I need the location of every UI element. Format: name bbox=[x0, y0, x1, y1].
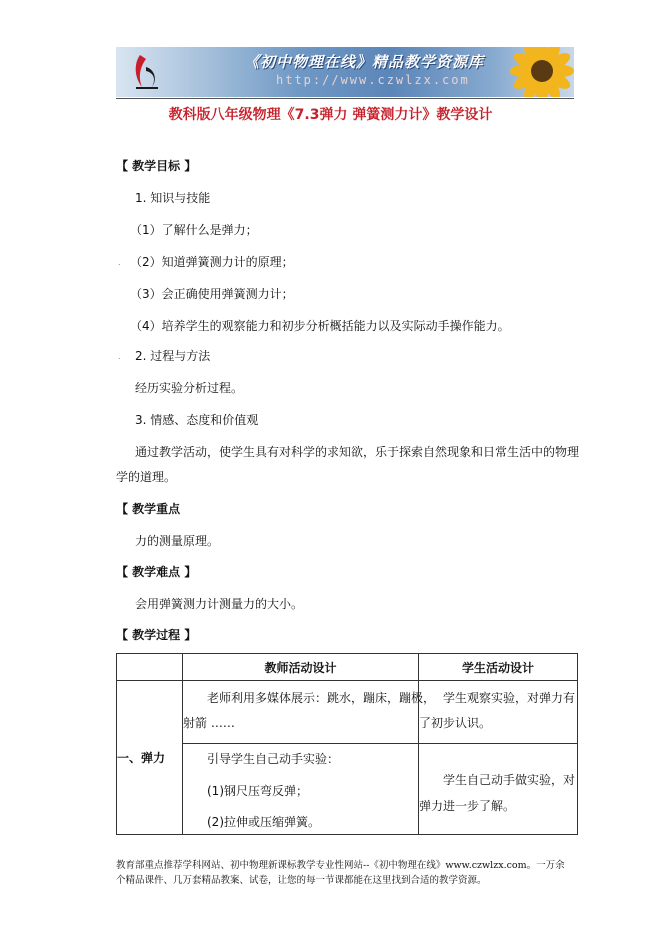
row-label-cell bbox=[117, 681, 183, 835]
student-cell bbox=[419, 744, 578, 835]
teacher-cell bbox=[183, 744, 419, 835]
sunflower-icon bbox=[508, 47, 574, 97]
student-text: 学生观察实验，对弹力有 bbox=[443, 691, 576, 705]
objective-2-1: 经历实验分析过程。 bbox=[135, 381, 244, 395]
teacher-text: (2)拉伸或压缩弹簧。 bbox=[207, 815, 320, 829]
margin-dot: . bbox=[118, 352, 121, 361]
student-text: 了初步认识。 bbox=[419, 716, 492, 730]
objective-1-4: （4）培养学生的观察能力和初步分析概括能力以及实际动手操作能力。 bbox=[130, 319, 510, 333]
site-banner bbox=[116, 47, 574, 97]
process-table bbox=[116, 653, 578, 835]
row-label: 一、弹力 bbox=[117, 750, 166, 765]
objective-attitude: 3. 情感、态度和价值观 bbox=[135, 413, 259, 427]
objective-1-1: （1）了解什么是弹力； bbox=[130, 223, 258, 237]
margin-dot: . bbox=[118, 258, 121, 267]
table-row bbox=[117, 681, 578, 744]
objective-1-2: （2）知道弹簧测力计的原理； bbox=[130, 255, 294, 269]
site-logo-icon bbox=[132, 53, 162, 91]
objective-3-1b: 学的道理。 bbox=[116, 470, 177, 484]
key-point-text: 力的测量原理。 bbox=[135, 534, 220, 548]
banner-divider bbox=[116, 98, 574, 99]
page-footer bbox=[116, 858, 576, 888]
table-header-row bbox=[117, 654, 578, 681]
footer-line: 个精品课件、几万套精品教案、试卷，让您的每一节课都能在这里找到合适的教学资源。 bbox=[116, 875, 487, 886]
objective-3-1a: 通过教学活动，使学生具有对科学的求知欲，乐于探索自然现象和日常生活中的物理 bbox=[135, 445, 580, 459]
objective-1-3: （3）会正确使用弹簧测力计； bbox=[130, 287, 294, 301]
key-point-heading: 【 教学重点 bbox=[116, 502, 181, 516]
teacher-text: 射箭 …… bbox=[183, 716, 235, 730]
header-teacher: 教师活动设计 bbox=[183, 654, 419, 681]
teacher-text: 引导学生自己动手实验： bbox=[207, 752, 340, 766]
student-text: 学生自己动手做实验，对 bbox=[443, 773, 576, 787]
header-empty-cell bbox=[117, 654, 183, 681]
objective-knowledge: 1. 知识与技能 bbox=[135, 191, 211, 205]
footer-line: 教育部重点推荐学科网站、初中物理新课标教学专业性网站--《初中物理在线》www.czwlzx.com。一万余 bbox=[116, 860, 565, 871]
banner-title: 《初中物理在线》精品教学资源库 bbox=[244, 53, 485, 71]
table-row bbox=[117, 744, 578, 835]
objective-process: 2. 过程与方法 bbox=[135, 349, 211, 363]
difficulty-text: 会用弹簧测力计测量力的大小。 bbox=[135, 597, 304, 611]
objectives-heading: 【 教学目标 】 bbox=[116, 159, 197, 173]
process-heading: 【 教学过程 】 bbox=[116, 628, 197, 642]
student-text: 弹力进一步了解。 bbox=[419, 799, 516, 813]
teacher-text: 老师利用多媒体展示：跳水，蹦床，蹦极， bbox=[207, 691, 436, 705]
teacher-text: (1)钢尺压弯反弹； bbox=[207, 784, 308, 798]
document-title: 教科版八年级物理《7.3弹力 弹簧测力计》教学设计 bbox=[168, 107, 493, 123]
teacher-cell bbox=[183, 681, 436, 744]
difficulty-heading: 【 教学难点 】 bbox=[116, 565, 197, 579]
header-student: 学生活动设计 bbox=[419, 654, 578, 681]
banner-url: http://www.czwlzx.com bbox=[276, 73, 470, 87]
student-cell bbox=[419, 681, 578, 744]
